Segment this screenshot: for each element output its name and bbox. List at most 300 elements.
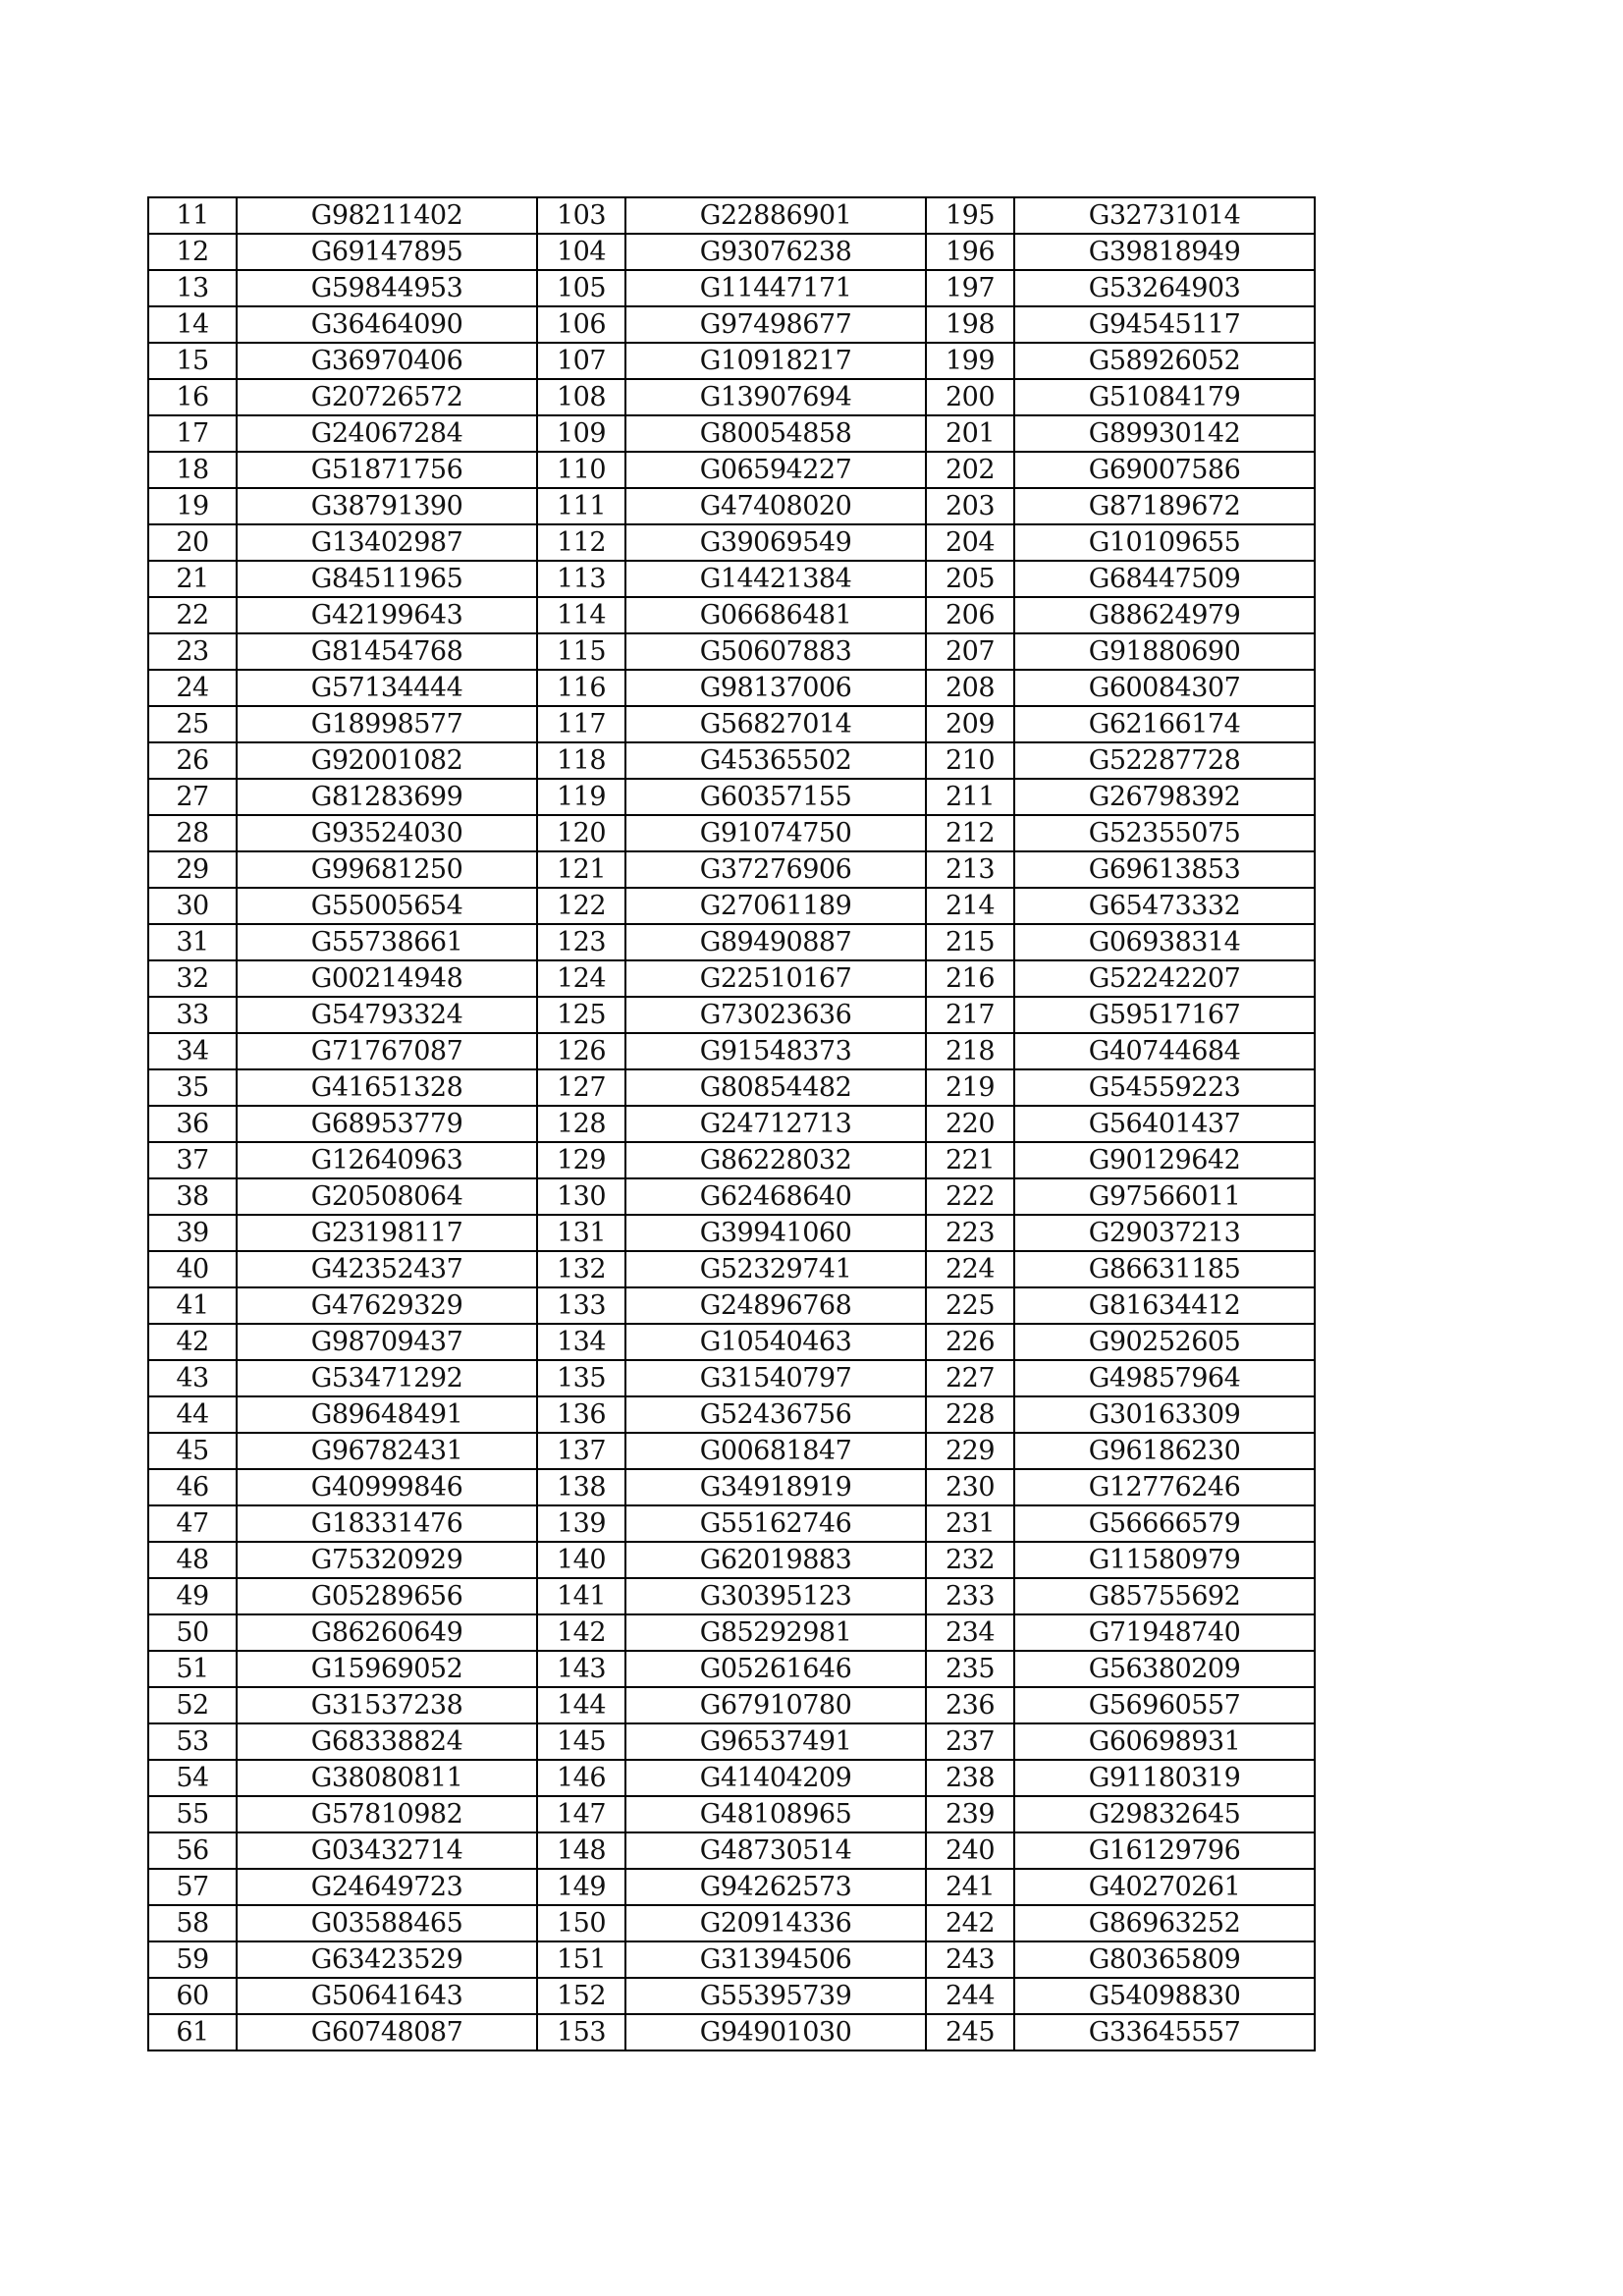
table-row bbox=[148, 1760, 1315, 1796]
row-code-cell: G98709437 bbox=[237, 1324, 537, 1360]
row-code-cell: G94262573 bbox=[625, 1869, 926, 1905]
row-code-cell: G49857964 bbox=[1014, 1360, 1315, 1396]
row-code-cell: G20508064 bbox=[237, 1178, 537, 1215]
row-number-cell: 141 bbox=[537, 1578, 625, 1614]
row-code-cell: G10540463 bbox=[625, 1324, 926, 1360]
row-number-cell: 207 bbox=[926, 633, 1014, 670]
row-number-cell: 44 bbox=[148, 1396, 237, 1433]
table-row bbox=[148, 960, 1315, 997]
row-number-cell: 137 bbox=[537, 1433, 625, 1469]
row-number-cell: 47 bbox=[148, 1505, 237, 1542]
row-code-cell: G40270261 bbox=[1014, 1869, 1315, 1905]
row-number-cell: 221 bbox=[926, 1142, 1014, 1178]
row-number-cell: 144 bbox=[537, 1687, 625, 1723]
row-number-cell: 152 bbox=[537, 1978, 625, 2014]
row-code-cell: G80054858 bbox=[625, 415, 926, 452]
row-number-cell: 243 bbox=[926, 1941, 1014, 1978]
row-number-cell: 197 bbox=[926, 270, 1014, 306]
row-number-cell: 135 bbox=[537, 1360, 625, 1396]
row-number-cell: 236 bbox=[926, 1687, 1014, 1723]
row-number-cell: 54 bbox=[148, 1760, 237, 1796]
table-row bbox=[148, 742, 1315, 779]
row-code-cell: G06938314 bbox=[1014, 924, 1315, 960]
row-number-cell: 140 bbox=[537, 1542, 625, 1578]
table-row bbox=[148, 306, 1315, 343]
row-code-cell: G51084179 bbox=[1014, 379, 1315, 415]
row-number-cell: 58 bbox=[148, 1905, 237, 1941]
table-row bbox=[148, 1796, 1315, 1832]
row-number-cell: 113 bbox=[537, 561, 625, 597]
row-number-cell: 49 bbox=[148, 1578, 237, 1614]
row-code-cell: G85292981 bbox=[625, 1614, 926, 1651]
row-number-cell: 226 bbox=[926, 1324, 1014, 1360]
row-code-cell: G13402987 bbox=[237, 524, 537, 561]
row-code-cell: G65473332 bbox=[1014, 888, 1315, 924]
row-number-cell: 104 bbox=[537, 234, 625, 270]
row-code-cell: G80854482 bbox=[625, 1069, 926, 1106]
row-number-cell: 17 bbox=[148, 415, 237, 452]
row-number-cell: 145 bbox=[537, 1723, 625, 1760]
row-number-cell: 111 bbox=[537, 488, 625, 524]
row-code-cell: G71767087 bbox=[237, 1033, 537, 1069]
row-number-cell: 23 bbox=[148, 633, 237, 670]
row-code-cell: G81454768 bbox=[237, 633, 537, 670]
row-code-cell: G06686481 bbox=[625, 597, 926, 633]
row-number-cell: 22 bbox=[148, 597, 237, 633]
row-number-cell: 18 bbox=[148, 452, 237, 488]
row-code-cell: G97498677 bbox=[625, 306, 926, 343]
row-code-cell: G57810982 bbox=[237, 1796, 537, 1832]
row-code-cell: G56666579 bbox=[1014, 1505, 1315, 1542]
table-row bbox=[148, 1215, 1315, 1251]
row-code-cell: G86260649 bbox=[237, 1614, 537, 1651]
row-number-cell: 24 bbox=[148, 670, 237, 706]
row-code-cell: G60748087 bbox=[237, 2014, 537, 2050]
row-code-cell: G54098830 bbox=[1014, 1978, 1315, 2014]
row-number-cell: 20 bbox=[148, 524, 237, 561]
row-number-cell: 103 bbox=[537, 197, 625, 234]
row-code-cell: G58926052 bbox=[1014, 343, 1315, 379]
table-row bbox=[148, 270, 1315, 306]
row-number-cell: 241 bbox=[926, 1869, 1014, 1905]
row-number-cell: 146 bbox=[537, 1760, 625, 1796]
row-code-cell: G96537491 bbox=[625, 1723, 926, 1760]
row-code-cell: G39069549 bbox=[625, 524, 926, 561]
row-number-cell: 217 bbox=[926, 997, 1014, 1033]
row-number-cell: 118 bbox=[537, 742, 625, 779]
table-row bbox=[148, 1251, 1315, 1287]
table-body bbox=[148, 197, 1315, 2050]
row-code-cell: G54793324 bbox=[237, 997, 537, 1033]
row-code-cell: G51871756 bbox=[237, 452, 537, 488]
table-row bbox=[148, 1614, 1315, 1651]
row-code-cell: G60357155 bbox=[625, 779, 926, 815]
row-number-cell: 237 bbox=[926, 1723, 1014, 1760]
row-code-cell: G11580979 bbox=[1014, 1542, 1315, 1578]
row-code-cell: G60698931 bbox=[1014, 1723, 1315, 1760]
row-code-cell: G56401437 bbox=[1014, 1106, 1315, 1142]
row-code-cell: G30163309 bbox=[1014, 1396, 1315, 1433]
row-number-cell: 148 bbox=[537, 1832, 625, 1869]
row-number-cell: 198 bbox=[926, 306, 1014, 343]
table-row bbox=[148, 524, 1315, 561]
table-row bbox=[148, 1142, 1315, 1178]
row-code-cell: G42199643 bbox=[237, 597, 537, 633]
row-code-cell: G15969052 bbox=[237, 1651, 537, 1687]
row-code-cell: G92001082 bbox=[237, 742, 537, 779]
row-number-cell: 108 bbox=[537, 379, 625, 415]
table-row bbox=[148, 1723, 1315, 1760]
row-code-cell: G24896768 bbox=[625, 1287, 926, 1324]
row-number-cell: 121 bbox=[537, 851, 625, 888]
table-row bbox=[148, 1433, 1315, 1469]
table-row bbox=[148, 1941, 1315, 1978]
row-code-cell: G47408020 bbox=[625, 488, 926, 524]
table-row bbox=[148, 1505, 1315, 1542]
table-row bbox=[148, 488, 1315, 524]
row-number-cell: 124 bbox=[537, 960, 625, 997]
row-number-cell: 35 bbox=[148, 1069, 237, 1106]
table-row bbox=[148, 343, 1315, 379]
table-row bbox=[148, 1069, 1315, 1106]
row-number-cell: 16 bbox=[148, 379, 237, 415]
row-code-cell: G68338824 bbox=[237, 1723, 537, 1760]
row-code-cell: G41404209 bbox=[625, 1760, 926, 1796]
row-code-cell: G48108965 bbox=[625, 1796, 926, 1832]
row-number-cell: 219 bbox=[926, 1069, 1014, 1106]
row-number-cell: 25 bbox=[148, 706, 237, 742]
row-number-cell: 26 bbox=[148, 742, 237, 779]
table-row bbox=[148, 706, 1315, 742]
row-code-cell: G00214948 bbox=[237, 960, 537, 997]
table-row bbox=[148, 1360, 1315, 1396]
row-code-cell: G84511965 bbox=[237, 561, 537, 597]
row-number-cell: 28 bbox=[148, 815, 237, 851]
row-code-cell: G24649723 bbox=[237, 1869, 537, 1905]
row-number-cell: 55 bbox=[148, 1796, 237, 1832]
row-code-cell: G10109655 bbox=[1014, 524, 1315, 561]
row-code-cell: G53471292 bbox=[237, 1360, 537, 1396]
row-code-cell: G27061189 bbox=[625, 888, 926, 924]
row-code-cell: G86228032 bbox=[625, 1142, 926, 1178]
row-number-cell: 149 bbox=[537, 1869, 625, 1905]
table-row bbox=[148, 633, 1315, 670]
row-number-cell: 130 bbox=[537, 1178, 625, 1215]
row-number-cell: 123 bbox=[537, 924, 625, 960]
row-number-cell: 210 bbox=[926, 742, 1014, 779]
row-number-cell: 151 bbox=[537, 1941, 625, 1978]
table-row bbox=[148, 851, 1315, 888]
row-number-cell: 41 bbox=[148, 1287, 237, 1324]
row-code-cell: G89930142 bbox=[1014, 415, 1315, 452]
row-code-cell: G47629329 bbox=[237, 1287, 537, 1324]
row-number-cell: 138 bbox=[537, 1469, 625, 1505]
row-number-cell: 200 bbox=[926, 379, 1014, 415]
row-number-cell: 37 bbox=[148, 1142, 237, 1178]
row-code-cell: G36970406 bbox=[237, 343, 537, 379]
row-code-cell: G31540797 bbox=[625, 1360, 926, 1396]
row-code-cell: G32731014 bbox=[1014, 197, 1315, 234]
row-code-cell: G23198117 bbox=[237, 1215, 537, 1251]
row-code-cell: G48730514 bbox=[625, 1832, 926, 1869]
row-number-cell: 196 bbox=[926, 234, 1014, 270]
row-number-cell: 40 bbox=[148, 1251, 237, 1287]
row-code-cell: G29832645 bbox=[1014, 1796, 1315, 1832]
row-code-cell: G98211402 bbox=[237, 197, 537, 234]
row-code-cell: G18998577 bbox=[237, 706, 537, 742]
row-code-cell: G20726572 bbox=[237, 379, 537, 415]
table-row bbox=[148, 888, 1315, 924]
row-number-cell: 51 bbox=[148, 1651, 237, 1687]
row-number-cell: 235 bbox=[926, 1651, 1014, 1687]
row-code-cell: G67910780 bbox=[625, 1687, 926, 1723]
row-number-cell: 232 bbox=[926, 1542, 1014, 1578]
row-code-cell: G93076238 bbox=[625, 234, 926, 270]
table-row bbox=[148, 1287, 1315, 1324]
row-number-cell: 38 bbox=[148, 1178, 237, 1215]
row-code-cell: G71948740 bbox=[1014, 1614, 1315, 1651]
row-code-cell: G96186230 bbox=[1014, 1433, 1315, 1469]
row-number-cell: 12 bbox=[148, 234, 237, 270]
row-code-cell: G05289656 bbox=[237, 1578, 537, 1614]
row-code-cell: G38080811 bbox=[237, 1760, 537, 1796]
row-code-cell: G91880690 bbox=[1014, 633, 1315, 670]
row-code-cell: G68447509 bbox=[1014, 561, 1315, 597]
row-code-cell: G13907694 bbox=[625, 379, 926, 415]
row-code-cell: G40999846 bbox=[237, 1469, 537, 1505]
row-code-cell: G86963252 bbox=[1014, 1905, 1315, 1941]
table-row bbox=[148, 597, 1315, 633]
table-row bbox=[148, 1396, 1315, 1433]
row-code-cell: G16129796 bbox=[1014, 1832, 1315, 1869]
row-code-cell: G41651328 bbox=[237, 1069, 537, 1106]
row-number-cell: 13 bbox=[148, 270, 237, 306]
row-code-cell: G12640963 bbox=[237, 1142, 537, 1178]
row-number-cell: 110 bbox=[537, 452, 625, 488]
row-code-cell: G99681250 bbox=[237, 851, 537, 888]
table-row bbox=[148, 1832, 1315, 1869]
row-number-cell: 33 bbox=[148, 997, 237, 1033]
table-row bbox=[148, 1469, 1315, 1505]
row-code-cell: G60084307 bbox=[1014, 670, 1315, 706]
row-code-cell: G91548373 bbox=[625, 1033, 926, 1069]
row-code-cell: G40744684 bbox=[1014, 1033, 1315, 1069]
row-number-cell: 57 bbox=[148, 1869, 237, 1905]
table-row bbox=[148, 1542, 1315, 1578]
row-number-cell: 142 bbox=[537, 1614, 625, 1651]
row-code-cell: G69147895 bbox=[237, 234, 537, 270]
row-code-cell: G81283699 bbox=[237, 779, 537, 815]
row-number-cell: 116 bbox=[537, 670, 625, 706]
row-number-cell: 34 bbox=[148, 1033, 237, 1069]
row-code-cell: G85755692 bbox=[1014, 1578, 1315, 1614]
row-code-cell: G81634412 bbox=[1014, 1287, 1315, 1324]
row-code-cell: G59844953 bbox=[237, 270, 537, 306]
row-code-cell: G22510167 bbox=[625, 960, 926, 997]
row-code-cell: G52436756 bbox=[625, 1396, 926, 1433]
row-number-cell: 45 bbox=[148, 1433, 237, 1469]
row-number-cell: 240 bbox=[926, 1832, 1014, 1869]
row-number-cell: 109 bbox=[537, 415, 625, 452]
row-number-cell: 139 bbox=[537, 1505, 625, 1542]
row-code-cell: G36464090 bbox=[237, 306, 537, 343]
row-number-cell: 199 bbox=[926, 343, 1014, 379]
row-number-cell: 153 bbox=[537, 2014, 625, 2050]
row-number-cell: 61 bbox=[148, 2014, 237, 2050]
row-code-cell: G03588465 bbox=[237, 1905, 537, 1941]
row-code-cell: G88624979 bbox=[1014, 597, 1315, 633]
row-number-cell: 127 bbox=[537, 1069, 625, 1106]
row-number-cell: 203 bbox=[926, 488, 1014, 524]
row-code-cell: G45365502 bbox=[625, 742, 926, 779]
row-number-cell: 134 bbox=[537, 1324, 625, 1360]
row-number-cell: 209 bbox=[926, 706, 1014, 742]
row-number-cell: 195 bbox=[926, 197, 1014, 234]
row-number-cell: 223 bbox=[926, 1215, 1014, 1251]
table-row bbox=[148, 1687, 1315, 1723]
row-code-cell: G57134444 bbox=[237, 670, 537, 706]
row-number-cell: 150 bbox=[537, 1905, 625, 1941]
row-code-cell: G90129642 bbox=[1014, 1142, 1315, 1178]
row-number-cell: 14 bbox=[148, 306, 237, 343]
table-row bbox=[148, 1033, 1315, 1069]
row-number-cell: 48 bbox=[148, 1542, 237, 1578]
row-number-cell: 147 bbox=[537, 1796, 625, 1832]
row-code-cell: G52287728 bbox=[1014, 742, 1315, 779]
row-code-cell: G91074750 bbox=[625, 815, 926, 851]
row-code-cell: G56380209 bbox=[1014, 1651, 1315, 1687]
table-row bbox=[148, 234, 1315, 270]
row-code-cell: G97566011 bbox=[1014, 1178, 1315, 1215]
row-code-cell: G93524030 bbox=[237, 815, 537, 851]
row-code-cell: G30395123 bbox=[625, 1578, 926, 1614]
row-code-cell: G56827014 bbox=[625, 706, 926, 742]
table-row bbox=[148, 924, 1315, 960]
table-row bbox=[148, 561, 1315, 597]
row-number-cell: 112 bbox=[537, 524, 625, 561]
table-row bbox=[148, 1978, 1315, 2014]
row-number-cell: 53 bbox=[148, 1723, 237, 1760]
row-number-cell: 218 bbox=[926, 1033, 1014, 1069]
row-code-cell: G20914336 bbox=[625, 1905, 926, 1941]
table-row bbox=[148, 815, 1315, 851]
table-row bbox=[148, 1651, 1315, 1687]
row-number-cell: 244 bbox=[926, 1978, 1014, 2014]
row-number-cell: 215 bbox=[926, 924, 1014, 960]
row-code-cell: G94901030 bbox=[625, 2014, 926, 2050]
row-number-cell: 213 bbox=[926, 851, 1014, 888]
table-row bbox=[148, 2014, 1315, 2050]
row-code-cell: G55395739 bbox=[625, 1978, 926, 2014]
row-code-cell: G03432714 bbox=[237, 1832, 537, 1869]
row-code-cell: G14421384 bbox=[625, 561, 926, 597]
row-number-cell: 19 bbox=[148, 488, 237, 524]
table-row bbox=[148, 670, 1315, 706]
table-row bbox=[148, 415, 1315, 452]
row-code-cell: G68953779 bbox=[237, 1106, 537, 1142]
row-code-cell: G55738661 bbox=[237, 924, 537, 960]
row-code-cell: G24067284 bbox=[237, 415, 537, 452]
row-number-cell: 126 bbox=[537, 1033, 625, 1069]
row-code-cell: G38791390 bbox=[237, 488, 537, 524]
row-number-cell: 227 bbox=[926, 1360, 1014, 1396]
row-number-cell: 212 bbox=[926, 815, 1014, 851]
row-number-cell: 42 bbox=[148, 1324, 237, 1360]
row-number-cell: 128 bbox=[537, 1106, 625, 1142]
row-code-cell: G52355075 bbox=[1014, 815, 1315, 851]
row-number-cell: 15 bbox=[148, 343, 237, 379]
row-number-cell: 114 bbox=[537, 597, 625, 633]
row-code-cell: G22886901 bbox=[625, 197, 926, 234]
row-code-cell: G56960557 bbox=[1014, 1687, 1315, 1723]
row-number-cell: 117 bbox=[537, 706, 625, 742]
row-code-cell: G06594227 bbox=[625, 452, 926, 488]
table-row bbox=[148, 1578, 1315, 1614]
row-code-cell: G87189672 bbox=[1014, 488, 1315, 524]
row-code-cell: G11447171 bbox=[625, 270, 926, 306]
row-code-cell: G50641643 bbox=[237, 1978, 537, 2014]
row-number-cell: 105 bbox=[537, 270, 625, 306]
row-number-cell: 204 bbox=[926, 524, 1014, 561]
row-number-cell: 136 bbox=[537, 1396, 625, 1433]
row-number-cell: 11 bbox=[148, 197, 237, 234]
row-number-cell: 229 bbox=[926, 1433, 1014, 1469]
row-code-cell: G53264903 bbox=[1014, 270, 1315, 306]
row-number-cell: 31 bbox=[148, 924, 237, 960]
table-row bbox=[148, 1106, 1315, 1142]
row-code-cell: G31394506 bbox=[625, 1941, 926, 1978]
row-code-cell: G37276906 bbox=[625, 851, 926, 888]
row-number-cell: 39 bbox=[148, 1215, 237, 1251]
row-number-cell: 242 bbox=[926, 1905, 1014, 1941]
row-code-cell: G55005654 bbox=[237, 888, 537, 924]
row-code-cell: G59517167 bbox=[1014, 997, 1315, 1033]
row-number-cell: 52 bbox=[148, 1687, 237, 1723]
row-code-cell: G50607883 bbox=[625, 633, 926, 670]
row-number-cell: 225 bbox=[926, 1287, 1014, 1324]
row-number-cell: 21 bbox=[148, 561, 237, 597]
row-code-cell: G89490887 bbox=[625, 924, 926, 960]
row-number-cell: 230 bbox=[926, 1469, 1014, 1505]
row-number-cell: 30 bbox=[148, 888, 237, 924]
row-number-cell: 201 bbox=[926, 415, 1014, 452]
table-row bbox=[148, 1905, 1315, 1941]
row-code-cell: G89648491 bbox=[237, 1396, 537, 1433]
row-code-cell: G24712713 bbox=[625, 1106, 926, 1142]
table-row bbox=[148, 779, 1315, 815]
row-number-cell: 119 bbox=[537, 779, 625, 815]
row-number-cell: 245 bbox=[926, 2014, 1014, 2050]
table-row bbox=[148, 197, 1315, 234]
row-number-cell: 131 bbox=[537, 1215, 625, 1251]
table-row bbox=[148, 1324, 1315, 1360]
row-code-cell: G91180319 bbox=[1014, 1760, 1315, 1796]
row-number-cell: 32 bbox=[148, 960, 237, 997]
row-number-cell: 120 bbox=[537, 815, 625, 851]
row-number-cell: 60 bbox=[148, 1978, 237, 2014]
row-code-cell: G69007586 bbox=[1014, 452, 1315, 488]
row-number-cell: 115 bbox=[537, 633, 625, 670]
row-code-cell: G98137006 bbox=[625, 670, 926, 706]
row-number-cell: 222 bbox=[926, 1178, 1014, 1215]
row-code-cell: G00681847 bbox=[625, 1433, 926, 1469]
row-code-cell: G52242207 bbox=[1014, 960, 1315, 997]
row-number-cell: 36 bbox=[148, 1106, 237, 1142]
row-code-cell: G96782431 bbox=[237, 1433, 537, 1469]
row-number-cell: 27 bbox=[148, 779, 237, 815]
table-row bbox=[148, 997, 1315, 1033]
row-code-cell: G12776246 bbox=[1014, 1469, 1315, 1505]
